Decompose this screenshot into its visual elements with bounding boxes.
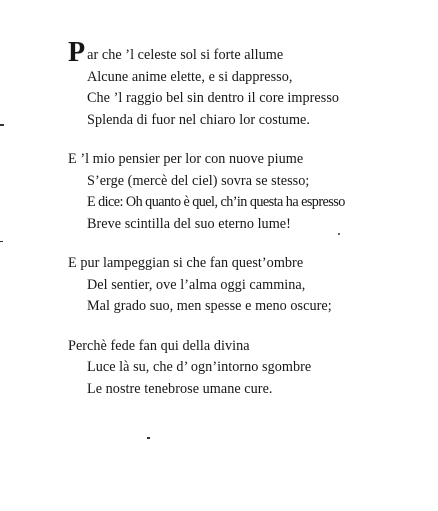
- poem-line: S’erge (mercè del ciel) sovra se stesso;: [87, 172, 310, 189]
- poem-line: Splenda di fuor nel chiaro lor costume.: [87, 111, 310, 128]
- poem-line: Perchè fede fan qui della divina: [68, 337, 250, 354]
- stanza-2: [68, 149, 428, 235]
- margin-mark: [0, 124, 4, 126]
- page-mark: [147, 437, 150, 439]
- poem-line: Breve scintilla del suo eterno lume!: [87, 215, 291, 232]
- poem-line: E ’l mio pensier per lor con nuove piume: [68, 151, 304, 167]
- poem-line: Del sentier, ove l’alma oggi cammina,: [87, 276, 306, 293]
- poem-line: Le nostre tenebrose umane cure.: [87, 380, 273, 397]
- poem-line: Mal grado suo, men spesse e meno oscure;: [87, 298, 332, 314]
- poem-line: E pur lampeggian si che fan quest’ombre: [68, 255, 304, 271]
- stanza-3: [68, 253, 428, 318]
- poem-line: Che ’l raggio bel sin dentro il core impresso: [87, 90, 340, 106]
- sonnet: [68, 37, 428, 418]
- drop-cap: P: [68, 37, 86, 68]
- stanza-1: [68, 37, 428, 131]
- poem-line: Alcune anime elette, e si dappresso,: [87, 68, 293, 85]
- poem-line-text: ar che ’l celeste sol si forte allume: [87, 47, 284, 63]
- poem-line: E dice: Oh quanto è quel, ch’in questa ha espresso: [87, 194, 345, 210]
- poem-line: Luce là su, che d’ ogn’intorno sgombre: [87, 359, 312, 375]
- stanza-4: [68, 336, 428, 401]
- poem-line: [68, 37, 428, 68]
- margin-mark: [0, 241, 3, 242]
